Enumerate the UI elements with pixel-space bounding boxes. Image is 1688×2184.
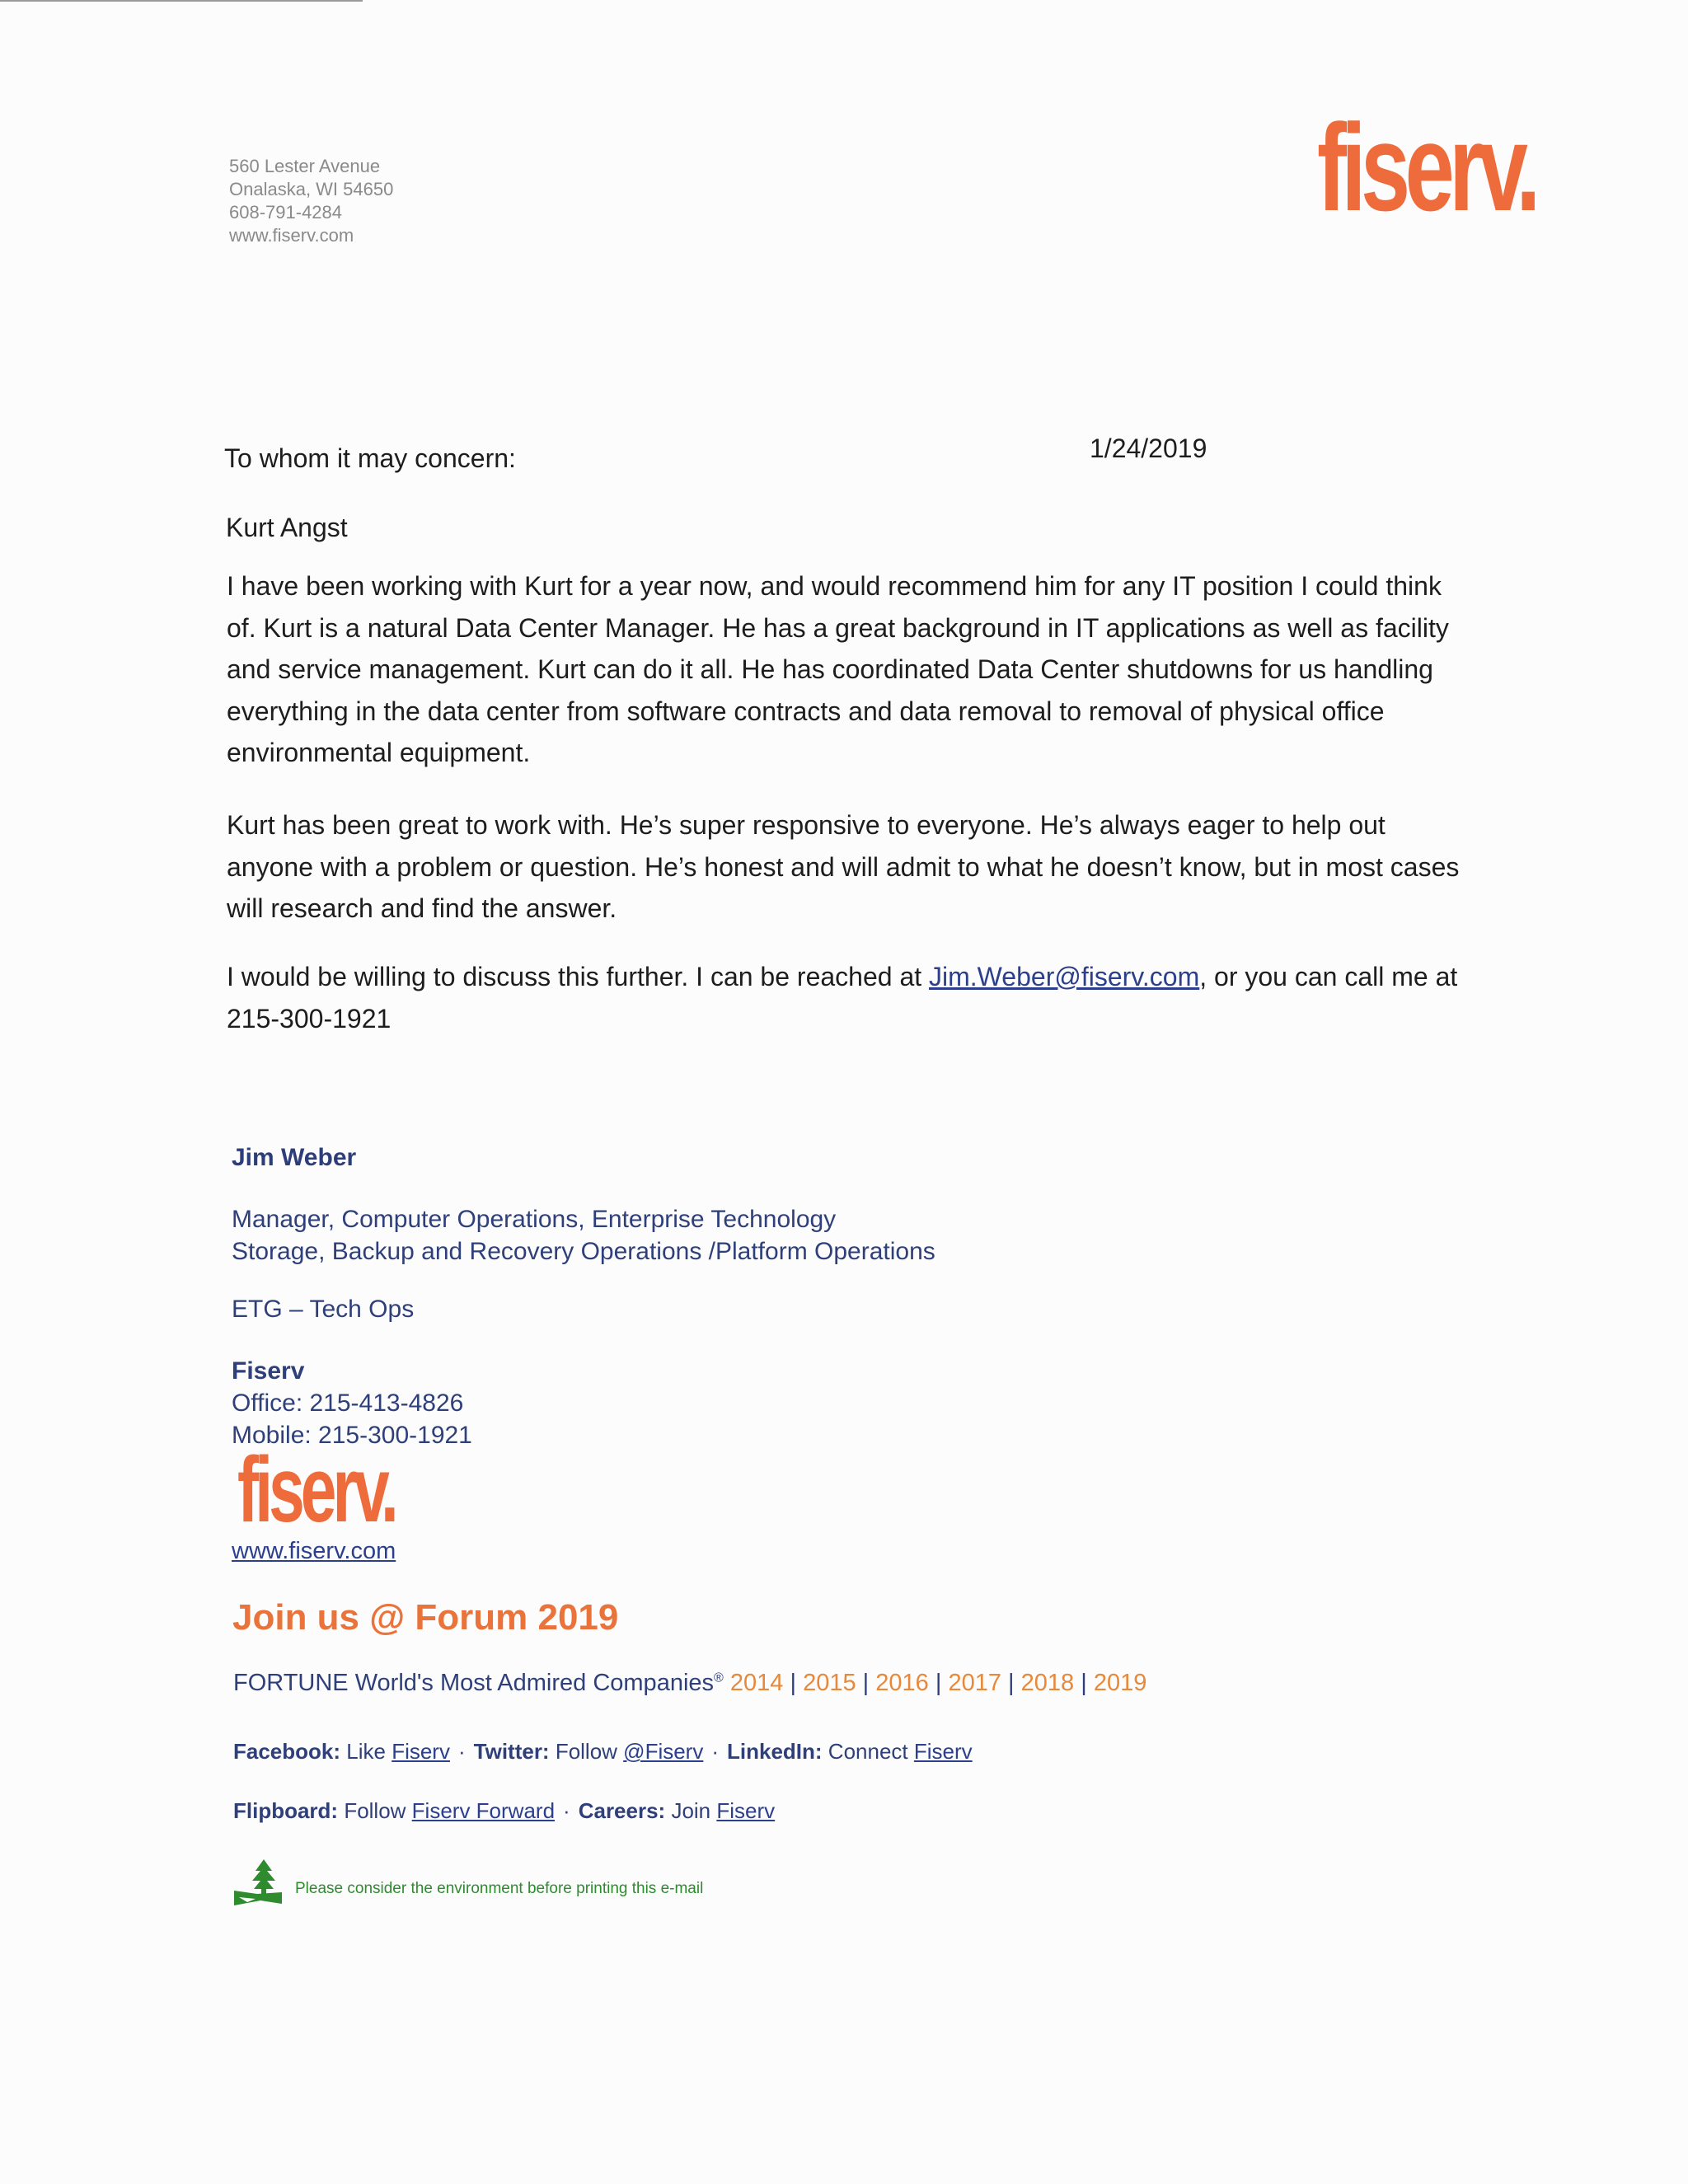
year-2019: 2019 (1093, 1670, 1147, 1696)
company-name: Fiserv (232, 1357, 305, 1385)
flipboard-action: Follow (338, 1798, 412, 1823)
signature-fiserv-logo: fiserv. (237, 1438, 395, 1541)
title-line-2: Storage, Backup and Recovery Operations /Platform Operations (232, 1238, 935, 1265)
signature-title (232, 1203, 935, 1268)
social-links-line-1 (233, 1739, 973, 1765)
address-street: 560 Lester Avenue (229, 156, 381, 176)
year-2017: 2017 (948, 1670, 1001, 1696)
separator-dot: · (563, 1798, 570, 1823)
paragraph-2: Kurt has been great to work with. He’s super responsive to everyone. He’s always eager to help out anyone with a problem or question. He’s honest and will admit to what he doesn’t know, but in most cases will research and find the answer. (227, 810, 1460, 923)
greeting: To whom it may concern: (224, 443, 516, 473)
address-city: Onalaska, WI 54650 (229, 179, 394, 199)
linkedin-label: LinkedIn: (727, 1739, 823, 1764)
separator-dot: · (457, 1739, 466, 1764)
fiserv-logo: fiserv. (1317, 98, 1536, 237)
facebook-action: Like (340, 1739, 392, 1764)
year-2016: 2016 (875, 1670, 929, 1696)
paragraph-3-intro: I would be willing to discuss this further. I can be reached at (227, 962, 930, 991)
twitter-action: Follow (549, 1739, 624, 1764)
letter-date: 1/24/2019 (1090, 434, 1207, 463)
paragraph-3 (227, 956, 1471, 1039)
forum-banner[interactable]: Join us @ Forum 2019 (232, 1597, 619, 1638)
year-2014: 2014 (729, 1670, 784, 1696)
office-phone: Office: 215-413-4826 (232, 1390, 464, 1417)
flipboard-label: Flipboard: (233, 1798, 339, 1823)
tree-icon (232, 1858, 285, 1911)
fortune-text: FORTUNE World's Most Admired Companies (233, 1670, 715, 1696)
mobile-phone: Mobile: 215-300-1921 (232, 1422, 472, 1449)
signature-name: Jim Weber (232, 1144, 357, 1171)
linkedin-link[interactable]: Fiserv (913, 1739, 973, 1764)
address-phone: 608-791-4284 (229, 202, 343, 223)
separator-dot: · (711, 1739, 720, 1764)
subject-name: Kurt Angst (226, 513, 348, 542)
environment-notice (232, 1858, 703, 1911)
paragraph-3-outro: , or you can call me at 215-300-1921 (227, 962, 1458, 1033)
twitter-link[interactable]: @Fiserv (623, 1739, 704, 1764)
facebook-link[interactable]: Fiserv (392, 1739, 450, 1764)
address-website: www.fiserv.com (229, 225, 354, 246)
website-link[interactable]: www.fiserv.com (232, 1538, 396, 1564)
social-links-line-2 (233, 1798, 775, 1824)
careers-link[interactable]: Fiserv (716, 1798, 776, 1823)
flipboard-link[interactable]: Fiserv Forward (411, 1798, 556, 1823)
environment-text: Please consider the environment before printing this e-mail (295, 1879, 704, 1897)
fortune-line: FORTUNE World's Most Admired Companies® 2014 | 2015 | 2016 | 2017 | 2018 | 2019 (233, 1670, 1147, 1696)
email-link[interactable]: Jim.Weber@fiserv.com (929, 962, 1200, 991)
year-2015: 2015 (803, 1670, 856, 1696)
paragraph-1: I have been working with Kurt for a year now, and would recommend him for any IT position I could think of. Kurt is a natural Data Center Manager. He has a great background in IT applications as well as facility and service management. Kurt can do it all. He has coordinated Data Center shutdowns for us handling everything in the data center from software contracts and data removal to removal of physical office environmental equipment. (227, 571, 1449, 767)
year-2018: 2018 (1020, 1670, 1075, 1696)
signature-company (232, 1355, 472, 1451)
facebook-label: Facebook: (233, 1739, 341, 1764)
careers-label: Careers: (578, 1798, 666, 1823)
letterhead-address (229, 155, 393, 247)
registered-mark: ® (714, 1671, 724, 1685)
linkedin-action: Connect (822, 1739, 914, 1764)
signature-group: ETG – Tech Ops (232, 1296, 415, 1323)
careers-action: Join (665, 1798, 717, 1823)
scan-edge-line (0, 0, 363, 2)
twitter-label: Twitter: (473, 1739, 550, 1764)
title-line-1: Manager, Computer Operations, Enterprise Technology (232, 1206, 837, 1233)
